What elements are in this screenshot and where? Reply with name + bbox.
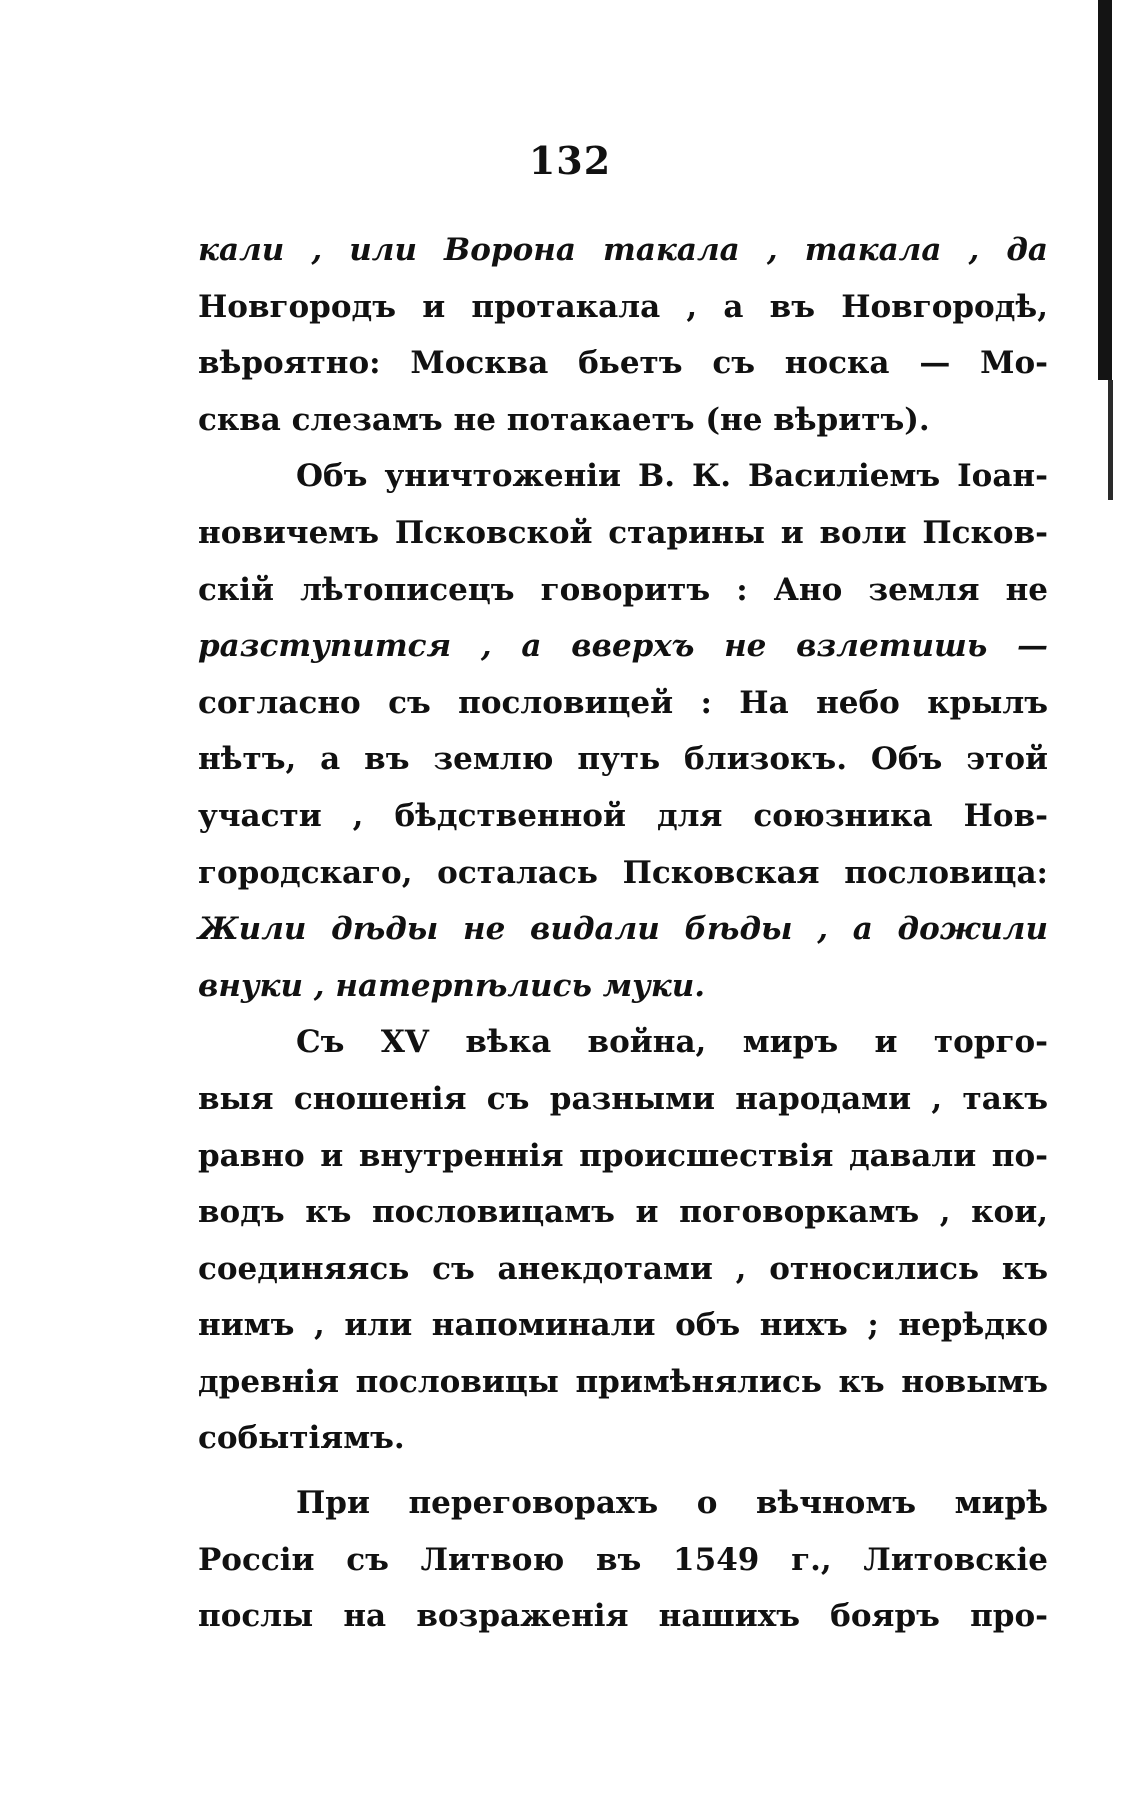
text-line: разступится , а вверхъ не взлетишь — — [198, 628, 1048, 665]
text-line: нѣтъ, а въ землю путь близокъ. Объ этой — [198, 741, 1048, 778]
page-number: 132 — [528, 138, 612, 183]
body-text — [198, 222, 1048, 1645]
text-line: внуки , натерпѣлись муки. — [198, 967, 706, 1004]
text-line: событіямъ. — [198, 1420, 405, 1457]
text-line: сква слезамъ не потакаетъ (не вѣритъ). — [198, 401, 930, 438]
text-line: кали , или Ворона такала , такала , да — [198, 232, 1048, 268]
paragraph-start-line: Объ уничтоженіи В. К. Василіемъ Іоан- — [296, 458, 1048, 495]
text-line: городскаго, осталась Псковская пословица: — [198, 854, 1048, 891]
text-line: нимъ , или напоминали объ нихъ ; нерѣдко — [198, 1307, 1048, 1344]
text-line: согласно съ пословицей : На небо крылъ — [198, 684, 1048, 721]
text-line: скій лѣтописецъ говоритъ : Ано земля не — [198, 571, 1048, 608]
text-line: Жили дѣды не видали бѣды , а дожили — [198, 911, 1048, 948]
paragraph-start-line: Съ XV вѣка война, миръ и торго- — [296, 1024, 1048, 1061]
text-line: новичемъ Псковской старины и воли Псков- — [198, 514, 1048, 551]
text-line: водъ къ пословицамъ и поговоркамъ , кои, — [198, 1194, 1048, 1231]
text-line: выя сношенія съ разными народами , такъ — [198, 1080, 1048, 1117]
text-line: Новгородъ и протакала , а въ Новгородѣ, — [198, 288, 1048, 325]
text-line: вѣроятно: Москва бьетъ съ носка — Мо- — [198, 345, 1048, 382]
scan-edge-shadow-lower — [1108, 380, 1113, 500]
scan-edge-shadow — [1098, 0, 1112, 380]
text-line: равно и внутреннія происшествія давали по- — [198, 1137, 1048, 1174]
text-line: участи , бѣдственной для союзника Нов- — [198, 797, 1048, 834]
text-line: Россіи съ Литвою въ 1549 г., Литовскіе — [198, 1541, 1048, 1578]
text-line: древнія пословицы примѣнялись къ новымъ — [198, 1363, 1048, 1400]
paragraph-start-line: При переговорахъ о вѣчномъ мирѣ — [296, 1485, 1048, 1522]
text-line: послы на возраженія нашихъ бояръ про- — [198, 1598, 1048, 1635]
text-line: соединяясь съ анекдотами , относились къ — [198, 1250, 1048, 1287]
